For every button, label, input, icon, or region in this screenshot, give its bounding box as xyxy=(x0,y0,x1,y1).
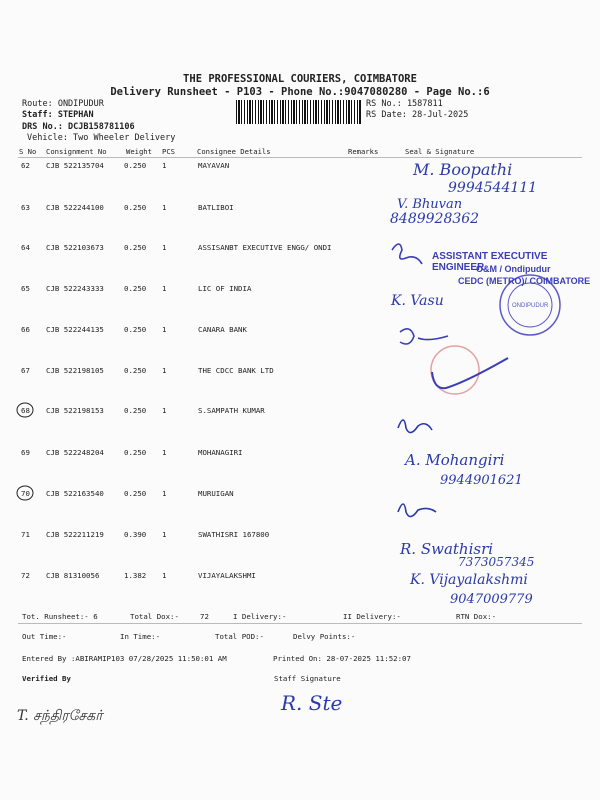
phone-71: 7373057345 xyxy=(458,555,535,569)
in-time: In Time:- xyxy=(120,632,161,641)
staff-signature: R. Ste xyxy=(281,691,343,715)
scribble-sig-68 xyxy=(398,420,432,433)
tick-signature xyxy=(432,358,508,388)
scribble-sig-66 xyxy=(400,329,448,344)
staff-signature-label: Staff Signature xyxy=(274,674,341,683)
signature-69: A. Mohangiri xyxy=(405,451,505,469)
table-row: 66 CJB 522244135 0.250 1 CANARA BANK xyxy=(21,325,247,334)
signature-71: R. Swathisri xyxy=(400,540,494,558)
out-time: Out Time:- xyxy=(22,632,67,641)
phone-63: 8489928362 xyxy=(390,211,480,227)
col-consignment: Consignment No xyxy=(46,147,107,156)
rtn-dox: RTN Dox:- xyxy=(456,612,497,621)
rs-number: RS No.: 1587811 xyxy=(366,99,443,109)
verified-signature: T. சந்திரசேகர் xyxy=(17,708,103,724)
table-row: 63 CJB 522244100 0.250 1 BATLIBOI xyxy=(21,203,234,212)
total-dox-value: 72 xyxy=(200,612,209,621)
drs-number: DRS No.: DCJB158781106 xyxy=(22,122,135,132)
col-seal-signature: Seal & Signature xyxy=(405,147,475,156)
col-pcs: PCS xyxy=(162,147,175,156)
circle-mark-70 xyxy=(17,486,33,500)
ii-delivery: II Delivery:- xyxy=(343,612,401,621)
printed-on: Printed On: 28-07-2025 11:52:07 xyxy=(273,654,411,663)
i-delivery: I Delivery:- xyxy=(233,612,287,621)
delvy-points: Delvy Points:- xyxy=(293,632,356,641)
signature-72: K. Vijayalakshmi xyxy=(410,572,528,588)
total-dox-label: Total Dox:- xyxy=(130,612,179,621)
stamp-signature: K. Vasu xyxy=(391,293,444,309)
phone-69: 9944901621 xyxy=(440,473,523,488)
totals-rule xyxy=(18,623,582,624)
vehicle: Vehicle: Two Wheeler Delivery xyxy=(27,133,176,143)
table-row: 62 CJB 522135704 0.250 1 MAYAVAN xyxy=(21,161,230,170)
stamp-line3: CEDC (METRO)/ COIMBATORE xyxy=(458,276,591,286)
table-row: 72 CJB 81310056 1.382 1 VIJAYALAKSHMI xyxy=(21,571,256,580)
route: Route: ONDIPUDUR xyxy=(22,99,104,109)
table-row: 68 CJB 522198153 0.250 1 S.SAMPATH KUMAR xyxy=(21,406,265,415)
signature-63: V. Bhuvan xyxy=(397,197,463,212)
signature-62: M. Boopathi xyxy=(413,160,513,179)
verified-by: Verified By xyxy=(22,674,71,683)
stamp-line2: O&M / Ondipudur xyxy=(476,264,551,274)
total-pod: Total POD:- xyxy=(215,632,264,641)
seal-text: ONDIPUDUR xyxy=(512,303,549,309)
col-consignee: Consignee Details xyxy=(197,147,271,156)
table-row: 69 CJB 522248204 0.250 1 MOHANAGIRI xyxy=(21,448,243,457)
table-row: 65 CJB 522243333 0.250 1 LIC OF INDIA xyxy=(21,284,252,293)
scribble-sig-64 xyxy=(392,244,422,264)
phone-72: 9047009779 xyxy=(450,592,533,607)
col-sno: S No xyxy=(19,147,37,156)
entered-by: Entered By :ABIRAMIP103 07/28/2025 11:50:01 AM xyxy=(22,654,227,663)
table-row: 71 CJB 522211219 0.390 1 SWATHISRI 167800 xyxy=(21,530,270,539)
table-row: 70 CJB 522163540 0.250 1 MURUIGAN xyxy=(21,489,234,498)
runsheet-subtitle: Delivery Runsheet - P103 - Phone No.:9047080280 - Page No.:6 xyxy=(110,86,490,98)
staff: Staff: STEPHAN xyxy=(22,110,94,120)
scribble-sig-70 xyxy=(398,504,436,517)
company-title: THE PROFESSIONAL COURIERS, COIMBATORE xyxy=(183,73,417,85)
col-weight: Weight xyxy=(126,147,152,156)
total-runsheet: Tot. Runsheet:- 6 xyxy=(22,612,98,621)
table-row: 67 CJB 522198105 0.250 1 THE CDCC BANK LTD xyxy=(21,366,274,375)
circle-mark-68 xyxy=(17,403,33,417)
col-remarks: Remarks xyxy=(348,147,379,156)
table-row: 64 CJB 522103673 0.250 1 ASSISANBT EXECUTIVE ENGG/ ONDI xyxy=(21,243,332,252)
stamp-line1: ASSISTANT EXECUTIVE ENGINEER xyxy=(432,251,548,273)
rs-date: RS Date: 28-Jul-2025 xyxy=(366,110,469,120)
phone-62: 9994544111 xyxy=(448,180,538,196)
